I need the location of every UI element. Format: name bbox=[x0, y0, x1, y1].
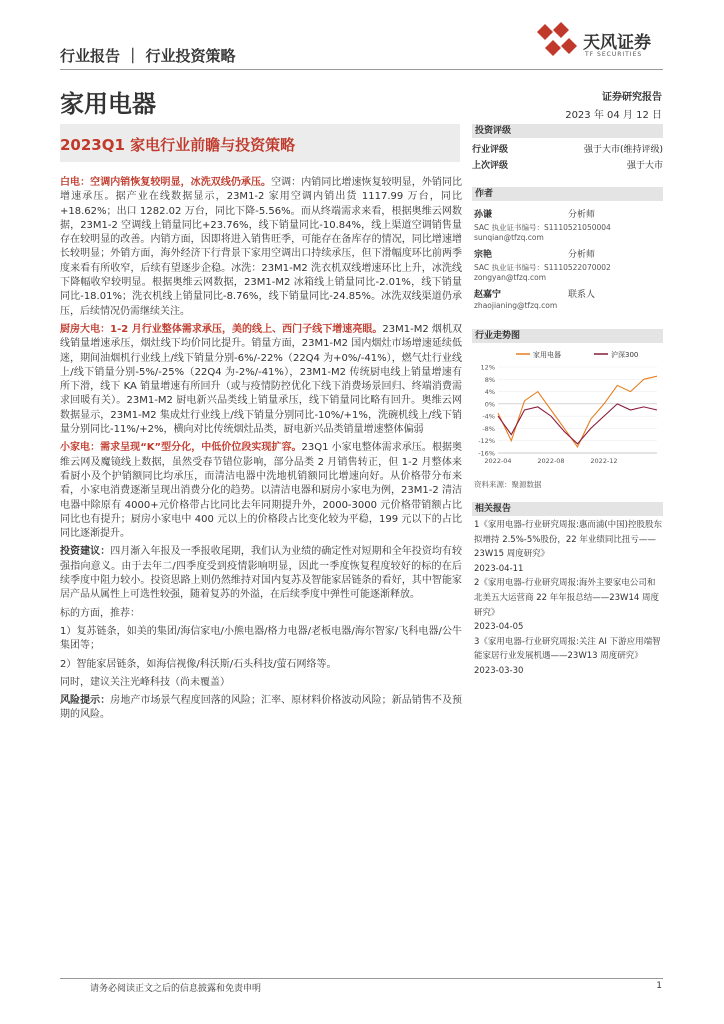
paragraph-text: 23M1-M2 烟机双线销量增速承压，烟灶线下均价同比提升。销量方面，23M1-M2 国内烟灶市场增速延续低迷，期间油烟机行业线上/线下销量分别-6%/-22%（22Q4 为+0%/-41%），燃气灶行业线上/线下销量分别-5%/-25%（22Q4 为-2%/-41%），23M1-M2 传统厨电线上销量增速有所下滑，线下 KA 销量增速有所回升（或与疫情防控优化下线下消费场景回归、终端消费需求回暖有关）。23M1-M2 厨电新兴品类线上销量承压，线下销量同比略有回升。奥维云网数据显示，23M1-M2 集成灶行业线上/线下销量分别同比-10%/+1%，洗碗机线上/线下销量分别同比-11%/+2%，横向对比传统烟灶品类，厨电新兴品类销量增速整体偏弱 bbox=[60, 323, 462, 436]
paragraph-white-goods bbox=[60, 176, 462, 319]
report-date: 2023 年 04 月 12 日 bbox=[565, 110, 662, 121]
page-number: 1 bbox=[656, 981, 662, 991]
footer-disclaimer[interactable]: 请务必阅读正文之后的信息披露和免责申明 bbox=[90, 984, 262, 994]
paragraph-investment bbox=[60, 545, 462, 602]
paragraph-recovery-chain: 1）复苏链条，如美的集团/海信家电/小熊电器/格力电器/老板电器/海尔智家/飞科电器/公牛集团等； bbox=[60, 625, 462, 652]
y-tick-label: 12% bbox=[480, 363, 495, 372]
x-tick-label: 2022-12 bbox=[590, 457, 618, 465]
rating-value: 强于大市(维持评级) bbox=[583, 145, 663, 155]
y-tick-label: -4% bbox=[482, 412, 495, 421]
tf-logo-icon bbox=[535, 18, 579, 62]
author-sac: SAC 执业证书编号：S1110522070002 bbox=[474, 263, 611, 272]
paragraph-text: 四月渐入年报及一季报收尾期，我们认为业绩的确定性对短期和全年投资均有较强指向意义。由于去年二/四季度受到疫情影响明显，因此一季度恢复程度较好的标的在后续季度中阻力较小。投资思路上则仍然维持对国内复苏及智能家居链条的看好，其中智能家居产品从属性上可选性较强，随着复苏的外溢，在后续季度中弹性可能逐渐释放。 bbox=[60, 546, 463, 601]
paragraph-targets: 标的方面，推荐： bbox=[60, 607, 140, 619]
y-tick-label: -16% bbox=[478, 449, 495, 458]
trend-section-header: 行业走势图 bbox=[472, 329, 663, 343]
footer-divider bbox=[60, 978, 663, 979]
paragraph-lead: 风险提示： bbox=[60, 695, 111, 707]
author-role: 分析师 bbox=[568, 250, 596, 260]
paragraph-lead: 白电：空调内销恢复较明显，冰洗双线仍承压。 bbox=[60, 177, 272, 188]
author-name: 赵嘉宁 bbox=[474, 290, 502, 300]
x-tick-label: 2022-04 bbox=[484, 457, 512, 465]
y-tick-label: -8% bbox=[482, 424, 495, 433]
rating-row-industry bbox=[472, 142, 663, 155]
y-tick-label: 0% bbox=[484, 400, 495, 409]
author-name: 孙谦 bbox=[474, 210, 493, 220]
author-email[interactable]: sunqian@tfzq.com bbox=[474, 233, 544, 242]
paragraph-text: 23Q1 小家电整体需求承压。根据奥维云网及魔镜线上数据，虽然受春节错位影响，部分品类 2 月销售转正，但 1-2 月整体来看厨小及个护销额同比均承压，而清洁电器中洗地机销额同比增速向好。从价格带分布来看，小家电消费逐渐呈现出消费分化的趋势。以清洁电器和厨房小家电为例，23M1-2 清洁电器中除原有 4000+元价格带占比同比去年同期提升外，2000-3000 元价格带销额占比同比也有提升；厨房小家电中 400 元以上的价格段占比变化较为平稳，199 元以下的占比同比逐渐提升。 bbox=[60, 442, 462, 540]
author-sac: SAC 执业证书编号：S1110521050004 bbox=[474, 223, 611, 232]
trend-chart bbox=[472, 343, 663, 469]
rating-value: 强于大市 bbox=[626, 161, 663, 171]
legend-label: 家用电器 bbox=[533, 351, 561, 359]
related-report-link[interactable]: 1《家用电器-行业研究周报:惠而浦(中国)控股股东拟增持 2.5%-5%股份，22 年业绩同比扭亏——23W15 周度研究》 bbox=[474, 520, 662, 560]
company-logo bbox=[535, 18, 665, 64]
main-body bbox=[60, 176, 462, 727]
rating-row-previous bbox=[472, 158, 663, 171]
rating-key: 上次评级 bbox=[472, 161, 509, 171]
authors-section-header: 作者 bbox=[472, 187, 663, 201]
related-report-date: 2023-04-11 bbox=[474, 563, 524, 574]
related-reports bbox=[474, 518, 662, 679]
chart-source: 资料来源：聚源数据 bbox=[474, 480, 542, 489]
rating-key: 行业评级 bbox=[472, 145, 509, 155]
paragraph-small-appliance bbox=[60, 441, 462, 541]
header-report-type: 行业报告 ｜ 行业投资策略 bbox=[60, 47, 236, 65]
author-role: 联系人 bbox=[568, 290, 596, 300]
logo-name-en: TF SECURITIES bbox=[585, 51, 643, 58]
rating-section-header: 投资评级 bbox=[472, 124, 663, 138]
related-report-link[interactable]: 2《家用电器-行业研究周报:海外主要家电公司和北美五大运营商 22 年年报总结——23W14 周度研究》 bbox=[474, 578, 659, 618]
paragraph-risk bbox=[60, 694, 462, 723]
paragraph-text: 空调：内销同比增速恢复较明显，外销同比增速承压。据产业在线数据显示，23M1-2 家用空调内销出货 1117.99 万台，同比+18.62%；出口 1282.02 万台，同比下降-5.56%。而从终端需求来看，根据奥维云网数据，23M1-2 空调线上销量同比+23.76%，线下销量同比-10.84%，线上渠道空调销售量存在较明显的改善。内销方面，因即将进入销售旺季，可能存在备库存的情况，同比增速增长较明显；外销方面，海外经济下行背景下家用空调出口持续承压，但下滑幅度环比前两季度来看有所收窄，后续有望逐步企稳。冰洗：23M1-M2 洗衣机双线增速环比上升，冰洗线下降幅收窄较明显。根据奥维云网数据，23M1-M2 冰箱线上销量同比-2.01%，线下销量同比-18.01%；洗衣机线上销量同比-8.76%，线下销量同比-24.85%。冰洗双线渠道仍承压，后续情况仍需继续关注。 bbox=[60, 177, 463, 317]
header-divider bbox=[60, 69, 663, 70]
paragraph-text: 房地产市场景气程度回落的风险；汇率、原材料价格波动风险；新品销售不及预期的风险。 bbox=[60, 695, 463, 721]
category-title: 家用电器 bbox=[60, 90, 156, 118]
related-report-date: 2023-04-05 bbox=[474, 622, 524, 633]
y-tick-label: 8% bbox=[484, 375, 495, 384]
related-report-date: 2023-03-30 bbox=[474, 665, 524, 676]
paragraph-kitchen bbox=[60, 323, 462, 437]
related-report-link[interactable]: 3《家用电器-行业研究周报:关注 AI 下游应用端智能家居行业发展机遇——23W13 周度研究》 bbox=[474, 636, 661, 662]
y-tick-label: 4% bbox=[484, 388, 495, 397]
research-type: 证券研究报告 bbox=[602, 92, 662, 103]
x-tick-label: 2022-08 bbox=[537, 457, 565, 465]
paragraph-lead: 厨房大电：1-2 月行业整体需求承压，美的线上、西门子线下增速亮眼。 bbox=[60, 323, 383, 335]
paragraph-lead: 小家电：需求呈现“K”型分化，中低价位段实现扩容。 bbox=[60, 442, 302, 454]
paragraph-smart-home-chain: 2）智能家居链条，如海信视像/科沃斯/石头科技/萤石网络等。 bbox=[60, 658, 337, 670]
report-title: 2023Q1 家电行业前瞻与投资策略 bbox=[60, 136, 296, 154]
y-tick-label: -12% bbox=[478, 437, 495, 446]
author-email[interactable]: zhaojianing@tfzq.com bbox=[474, 301, 558, 310]
author-name: 宗艳 bbox=[474, 250, 493, 260]
author-email[interactable]: zongyan@tfzq.com bbox=[474, 273, 547, 282]
series-line-appliances bbox=[498, 376, 657, 447]
author-role: 分析师 bbox=[568, 210, 596, 220]
paragraph-attention: 同时，建议关注光峰科技（尚未覆盖） bbox=[60, 676, 230, 688]
paragraph-lead: 投资建议： bbox=[60, 546, 111, 558]
legend-label: 沪深300 bbox=[611, 351, 639, 359]
logo-name-cn: 天风证券 bbox=[583, 33, 651, 53]
related-section-header: 相关报告 bbox=[472, 502, 663, 516]
